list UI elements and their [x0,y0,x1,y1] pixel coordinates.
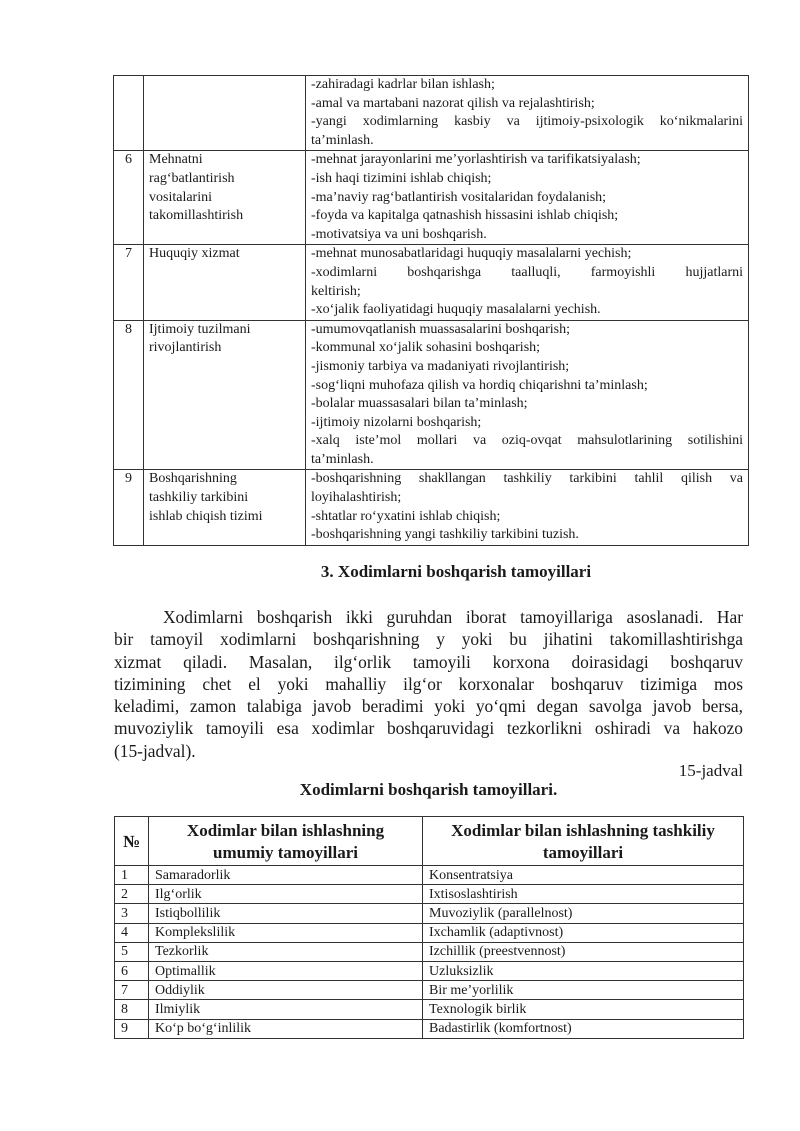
task-line: -shtatlar ro‘yxatini ishlab chiqish; [311,508,501,524]
row-title-line: rag‘batlantirish [149,170,235,186]
table-row [115,866,744,885]
organizational-principle: Bir me’yorlilik [423,981,744,1000]
task-line: -ish haqi tizimini ishlab chiqish; [311,170,492,186]
row-title-line: Ijtimoiy tuzilmani [149,321,251,337]
table-row [115,942,744,961]
row-number: 7 [114,245,144,320]
task-line: keltirish; [311,283,361,299]
task-line: -xo‘jalik faoliyatidagi huquqiy masalalarni yechish. [311,302,601,318]
organizational-principle: Ixchamlik (adaptivnost) [423,923,744,942]
row-number: 9 [114,470,144,545]
row-tasks [306,470,749,545]
row-tasks [306,320,749,470]
row-number: 6 [115,961,149,980]
table-row [114,470,749,545]
header-organizational-principles: Xodimlar bilan ishlashning tashkiliy tamoyillari [423,817,744,866]
header-number: № [115,817,149,866]
organizational-principle: Texnologik birlik [423,1000,744,1019]
general-principle: Ilmiylik [149,1000,423,1019]
row-title-line: takomillashtirish [149,208,244,224]
general-principle: Tezkorlik [149,942,423,961]
task-line: -mehnat jarayonlarini me’yorlashtirish va tarifikatsiyalash; [311,152,641,168]
paragraph-line: muvoziylik tamoyili esa xodimlar boshqaruvidagi tezkorlikni oshiradi va hakozo [114,718,743,739]
task-line: -motivatsiya va uni boshqarish. [311,226,487,242]
row-number: 5 [115,942,149,961]
general-principle: Ko‘p bo‘g‘inlilik [149,1019,423,1038]
general-principle: Optimallik [149,961,423,980]
functions-table-continuation [113,75,749,546]
table-row [114,245,749,320]
row-number: 1 [115,866,149,885]
principles-table [114,816,744,1039]
task-line: -jismoniy tarbiya va madaniyati rivojlantirish; [311,358,570,374]
row-title [144,76,306,151]
task-line: -sog‘liqni muhofaza qilish va hordiq chiqarishni ta’minlash; [311,377,648,393]
row-title-line: Mehnatni [149,152,203,168]
task-line: -bolalar muassasalari bilan ta’minlash; [311,396,528,412]
table-row [115,885,744,904]
row-number: 6 [114,151,144,245]
table-row [114,320,749,470]
general-principle: Komplekslilik [149,923,423,942]
row-title-line: Boshqarishning [149,471,237,487]
task-line: -boshqarishning shakllangan tashkiliy tarkibini tahlil qilish va [311,471,743,487]
row-tasks [306,151,749,245]
row-title [144,470,306,545]
task-line: -ma’naviy rag‘batlantirish vositalaridan foydalanish; [311,189,607,205]
row-title [144,320,306,470]
row-number: 7 [115,981,149,1000]
table-label: 15-jadval [678,761,743,780]
organizational-principle: Konsentratsiya [423,866,744,885]
task-line: loyihalashtirish; [311,490,402,506]
paragraph-line: Xodimlarni boshqarish ikki guruhdan iborat tamoyillariga asoslanadi. Har [163,607,743,627]
row-title-line: vositalarini [149,189,212,205]
task-line: -xodimlarni boshqarishga taalluqli, farmoyishli hujjatlarni [311,264,743,280]
task-line: ta’minlash. [311,132,374,148]
task-line: -xalq iste’mol mollari va oziq-ovqat mahsulotlarining sotilishini [311,433,743,449]
paragraph-line: xizmat qiladi. Masalan, ilg‘orlik tamoyili korxona doirasidagi boshqaruv [114,651,743,672]
table-row [115,904,744,923]
paragraph-line: tizimining chet el yoki mahalliy ilg‘or korxonalar boshqaruv tizimiga mos [114,673,743,694]
row-title-line: tashkiliy tarkibini [149,490,249,506]
paragraph-line: (15-jadval). [114,740,196,761]
row-title [144,245,306,320]
task-line: -ijtimoiy nizolarni boshqarish; [311,414,482,430]
paragraph-line: keladimi, zamon talabiga javob beradimi yoki yo‘qmi degan savolga javob bersa, [114,696,743,717]
organizational-principle: Muvoziylik (parallelnost) [423,904,744,923]
body-paragraph [114,606,743,762]
organizational-principle: Uzluksizlik [423,961,744,980]
row-number: 2 [115,885,149,904]
task-line: -amal va martabani nazorat qilish va rejalashtirish; [311,95,595,111]
organizational-principle: Ixtisoslashtirish [423,885,744,904]
task-line: -zahiradagi kadrlar bilan ishlash; [311,77,495,92]
table-caption: Xodimlarni boshqarish tamoyillari. [299,780,558,799]
row-number [114,76,144,151]
row-number: 9 [115,1019,149,1038]
task-line: ta’minlash. [311,451,374,467]
task-line: -boshqarishning yangi tashkiliy tarkibini tuzish. [311,527,579,543]
table-header-row [115,817,744,866]
task-line: -foyda va kapitalga qatnashish hissasini ishlab chiqish; [311,208,619,224]
row-tasks [306,76,749,151]
section-title: 3. Xodimlarni boshqarish tamoyillari [320,562,592,581]
task-line: -mehnat munosabatlaridagi huquqiy masalalarni yechish; [311,246,632,262]
general-principle: Ilg‘orlik [149,885,423,904]
paragraph-line: bir tamoyil xodimlarni boshqarishning y yoki bu jihatini takomillashtirishga [114,629,743,650]
row-title-line: Huquqiy xizmat [149,246,240,262]
table-row [115,981,744,1000]
table-row [114,151,749,245]
header-general-principles: Xodimlar bilan ishlashning umumiy tamoyillari [149,817,423,866]
general-principle: Oddiylik [149,981,423,1000]
task-line: -umumovqatlanish muassasalarini boshqarish; [311,321,570,337]
table-row [114,76,749,151]
table-row [115,1000,744,1019]
general-principle: Samaradorlik [149,866,423,885]
row-title-line: rivojlantirish [149,340,222,356]
row-number: 3 [115,904,149,923]
task-line: -kommunal xo‘jalik sohasini boshqarish; [311,340,541,356]
table-row [115,923,744,942]
table-row [115,961,744,980]
row-number: 8 [115,1000,149,1019]
task-line: -yangi xodimlarning kasbiy va ijtimoiy-psixologik ko‘nikmalarini [311,114,743,130]
organizational-principle: Badastirlik (komfortnost) [423,1019,744,1038]
row-tasks [306,245,749,320]
organizational-principle: Izchillik (preestvennost) [423,942,744,961]
table-row [115,1019,744,1038]
row-title-line: ishlab chiqish tizimi [149,508,263,524]
general-principle: Istiqbollilik [149,904,423,923]
row-number: 8 [114,320,144,470]
row-title [144,151,306,245]
row-number: 4 [115,923,149,942]
